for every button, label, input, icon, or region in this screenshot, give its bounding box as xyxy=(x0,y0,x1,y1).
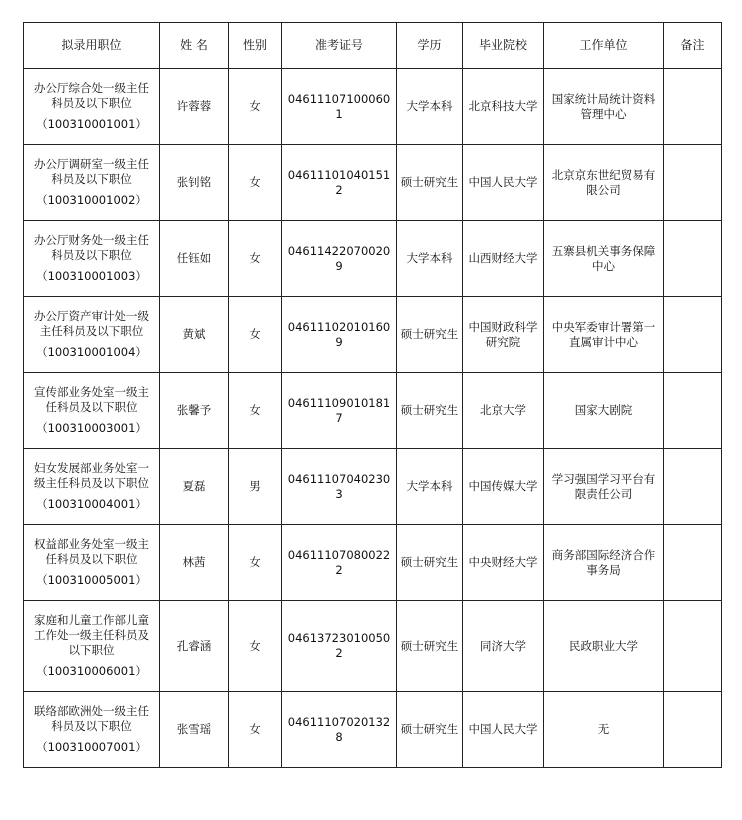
education-cell: 大学本科 xyxy=(397,221,463,297)
position-name: 办公厅综合处一级主任科员及以下职位 xyxy=(34,81,149,110)
position-cell xyxy=(24,525,160,601)
position-code: （100310001004） xyxy=(36,345,147,359)
header-exam-id: 准考证号 xyxy=(282,23,397,69)
name-cell: 黄斌 xyxy=(160,297,229,373)
position-name: 家庭和儿童工作部儿童工作处一级主任科员及以下职位 xyxy=(34,613,149,657)
employer-cell: 国家统计局统计资料管理中心 xyxy=(544,69,664,145)
employer-cell: 国家大剧院 xyxy=(544,373,664,449)
exam-id-cell: 046111070800222 xyxy=(282,525,397,601)
position-cell xyxy=(24,373,160,449)
header-education: 学历 xyxy=(397,23,463,69)
name-cell: 林茜 xyxy=(160,525,229,601)
exam-id-cell: 046111070402303 xyxy=(282,449,397,525)
employer-cell: 中央军委审计署第一直属审计中心 xyxy=(544,297,664,373)
note-cell xyxy=(664,69,722,145)
school-cell: 中国财政科学研究院 xyxy=(463,297,544,373)
table-row xyxy=(24,221,722,297)
position-code: （100310004001） xyxy=(36,497,147,511)
table-row xyxy=(24,69,722,145)
note-cell xyxy=(664,525,722,601)
position-cell xyxy=(24,449,160,525)
education-cell: 硕士研究生 xyxy=(397,601,463,692)
position-code: （100310006001） xyxy=(36,664,147,678)
header-note: 备注 xyxy=(664,23,722,69)
gender-cell: 男 xyxy=(229,449,282,525)
employer-cell: 学习强国学习平台有限责任公司 xyxy=(544,449,664,525)
school-cell: 中国人民大学 xyxy=(463,145,544,221)
position-name: 联络部欧洲处一级主任科员及以下职位 xyxy=(34,704,149,733)
table-row xyxy=(24,145,722,221)
school-cell: 中央财经大学 xyxy=(463,525,544,601)
position-name: 办公厅资产审计处一级主任科员及以下职位 xyxy=(34,309,149,338)
education-cell: 大学本科 xyxy=(397,449,463,525)
note-cell xyxy=(664,373,722,449)
position-cell xyxy=(24,297,160,373)
table-wrapper xyxy=(23,22,722,768)
header-row xyxy=(24,23,722,69)
hiring-list-table xyxy=(23,22,722,768)
exam-id-cell: 046111020101609 xyxy=(282,297,397,373)
gender-cell: 女 xyxy=(229,692,282,768)
education-cell: 硕士研究生 xyxy=(397,373,463,449)
position-code: （100310001003） xyxy=(36,269,147,283)
name-cell: 张馨予 xyxy=(160,373,229,449)
header-gender: 性别 xyxy=(229,23,282,69)
school-cell: 山西财经大学 xyxy=(463,221,544,297)
position-cell xyxy=(24,692,160,768)
employer-cell: 五寨县机关事务保障中心 xyxy=(544,221,664,297)
education-cell: 大学本科 xyxy=(397,69,463,145)
exam-id-cell: 046137230100502 xyxy=(282,601,397,692)
note-cell xyxy=(664,145,722,221)
gender-cell: 女 xyxy=(229,69,282,145)
employer-cell: 无 xyxy=(544,692,664,768)
table-row xyxy=(24,449,722,525)
gender-cell: 女 xyxy=(229,373,282,449)
position-cell xyxy=(24,601,160,692)
table-row xyxy=(24,297,722,373)
table-row xyxy=(24,525,722,601)
name-cell: 夏磊 xyxy=(160,449,229,525)
gender-cell: 女 xyxy=(229,297,282,373)
name-cell: 张雪瑶 xyxy=(160,692,229,768)
header-name: 姓 名 xyxy=(160,23,229,69)
exam-id-cell: 046111071000601 xyxy=(282,69,397,145)
name-cell: 任钰如 xyxy=(160,221,229,297)
employer-cell: 民政职业大学 xyxy=(544,601,664,692)
education-cell: 硕士研究生 xyxy=(397,297,463,373)
position-name: 权益部业务处室一级主任科员及以下职位 xyxy=(34,537,149,566)
position-code: （100310003001） xyxy=(36,421,147,435)
position-name: 办公厅财务处一级主任科员及以下职位 xyxy=(34,233,149,262)
school-cell: 中国人民大学 xyxy=(463,692,544,768)
education-cell: 硕士研究生 xyxy=(397,692,463,768)
note-cell xyxy=(664,692,722,768)
table-row xyxy=(24,692,722,768)
position-code: （100310007001） xyxy=(36,740,147,754)
position-name: 妇女发展部业务处室一级主任科员及以下职位 xyxy=(34,461,149,490)
name-cell: 许蓉蓉 xyxy=(160,69,229,145)
header-employer: 工作单位 xyxy=(544,23,664,69)
position-code: （100310001001） xyxy=(36,117,147,131)
gender-cell: 女 xyxy=(229,601,282,692)
gender-cell: 女 xyxy=(229,221,282,297)
school-cell: 北京大学 xyxy=(463,373,544,449)
education-cell: 硕士研究生 xyxy=(397,145,463,221)
note-cell xyxy=(664,449,722,525)
note-cell xyxy=(664,601,722,692)
position-name: 办公厅调研室一级主任科员及以下职位 xyxy=(34,157,149,186)
name-cell: 张钊铭 xyxy=(160,145,229,221)
gender-cell: 女 xyxy=(229,145,282,221)
header-school: 毕业院校 xyxy=(463,23,544,69)
position-code: （100310005001） xyxy=(36,573,147,587)
exam-id-cell: 046111070201328 xyxy=(282,692,397,768)
education-cell: 硕士研究生 xyxy=(397,525,463,601)
note-cell xyxy=(664,297,722,373)
position-code: （100310001002） xyxy=(36,193,147,207)
school-cell: 同济大学 xyxy=(463,601,544,692)
exam-id-cell: 046111010401512 xyxy=(282,145,397,221)
position-cell xyxy=(24,221,160,297)
school-cell: 中国传媒大学 xyxy=(463,449,544,525)
header-position: 拟录用职位 xyxy=(24,23,160,69)
employer-cell: 商务部国际经济合作事务局 xyxy=(544,525,664,601)
exam-id-cell: 046114220700209 xyxy=(282,221,397,297)
position-cell xyxy=(24,145,160,221)
note-cell xyxy=(664,221,722,297)
gender-cell: 女 xyxy=(229,525,282,601)
table-row xyxy=(24,373,722,449)
position-cell xyxy=(24,69,160,145)
employer-cell: 北京京东世纪贸易有限公司 xyxy=(544,145,664,221)
name-cell: 孔睿涵 xyxy=(160,601,229,692)
table-row xyxy=(24,601,722,692)
position-name: 宣传部业务处室一级主任科员及以下职位 xyxy=(34,385,149,414)
school-cell: 北京科技大学 xyxy=(463,69,544,145)
exam-id-cell: 046111090101817 xyxy=(282,373,397,449)
